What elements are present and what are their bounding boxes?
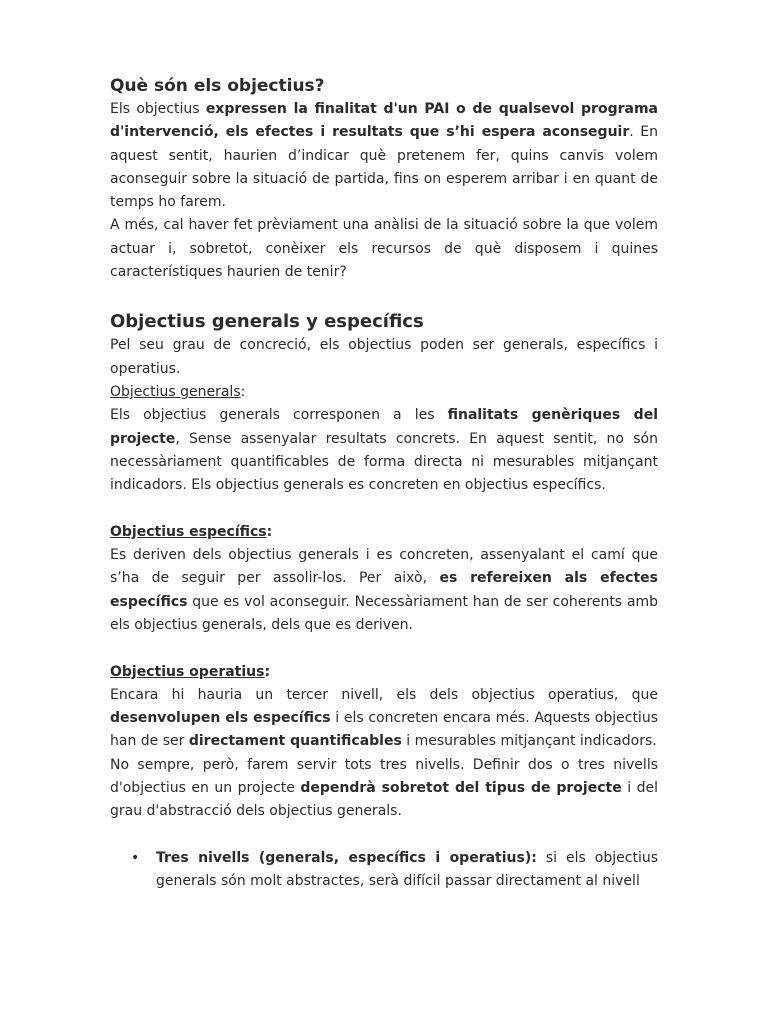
paragraph-definition bbox=[110, 98, 658, 214]
paragraph-nivells bbox=[110, 754, 658, 824]
text-run: si els objectius generals són molt abstractes, serà difícil passar directament al nivell bbox=[156, 849, 658, 890]
paragraph-operatius bbox=[110, 684, 658, 754]
text-run: Es deriven dels objectius generals i es concreten, assenyalant el camí que s’ha de seguir per assolir-los. Per això, bbox=[110, 547, 658, 587]
bullet-list bbox=[110, 847, 658, 894]
subheading-generals-label: Objectius generals bbox=[110, 383, 241, 400]
bold-run: finalitats genèriques del projecte bbox=[110, 407, 658, 447]
bold-run: dependrà sobretot del tipus de projecte bbox=[300, 780, 622, 797]
text-run: . En aquest sentit, haurien d’indicar què pretenem fer, quins canvis volem aconseguir sobre la situació de partida, fins on esperem arribar i en quant de temps ho farem. bbox=[110, 124, 658, 211]
paragraph-analysis: A més, cal haver fet prèviament una anàlisi de la situació sobre la que volem actuar i, sobretot, conèixer els recursos de què disposem i quines característiques haurien de tenir? bbox=[110, 217, 658, 281]
spacer bbox=[110, 637, 658, 660]
list-item bbox=[110, 847, 658, 894]
bullet-icon: • bbox=[131, 849, 140, 866]
subheading-operatius-label: Objectius operatius bbox=[110, 663, 265, 680]
paragraph-generals bbox=[110, 404, 658, 497]
text-run: No sempre, però, farem servir tots tres nivells. Definir dos o tres nivells d'objectius en un projecte bbox=[110, 756, 658, 797]
document-page bbox=[110, 72, 658, 894]
paragraph-especifics bbox=[110, 544, 658, 637]
section-title-objectius: Què són els objectius? bbox=[110, 76, 325, 96]
bold-run: expressen la finalitat d'un PAI o de qualsevol programa d'intervenció, els efectes i resultats que s’hi espera aconseguir bbox=[110, 101, 658, 141]
bold-run: directament quantificables bbox=[188, 733, 402, 750]
text-run: Els objectius bbox=[110, 101, 206, 117]
subheading-operatius bbox=[110, 661, 658, 684]
text-run: que es vol aconseguir. Necessàriament han de ser coherents amb els objectius generals, dels que es deriven. bbox=[110, 593, 658, 633]
text-run: , Sense assenyalar resultats concrets. En aquest sentit, no són necessàriament quantificables de forma directa ni mesurables mitjançant indicadors. Els objectius generals es concreten en objectius específics. bbox=[110, 430, 658, 494]
spacer bbox=[110, 824, 658, 847]
text-run: i mesurables mitjançant indicadors. bbox=[401, 733, 657, 750]
section-title-generals-especifics: Objectius generals y específics bbox=[110, 311, 424, 333]
text-run: Encara hi hauria un tercer nivell, els dels objectius operatius, que bbox=[110, 686, 658, 703]
spacer bbox=[110, 497, 658, 520]
text-run: i els concreten encara més. Aquests objectius han de ser bbox=[110, 710, 658, 750]
subheading-especifics bbox=[110, 521, 658, 544]
colon: : bbox=[264, 663, 271, 680]
text-run: i del grau d'abstracció dels objectius generals. bbox=[110, 780, 658, 820]
bold-run: Tres nivells (generals, específics i operatius): bbox=[156, 849, 537, 866]
colon: : bbox=[266, 523, 273, 540]
bold-run: es refereixen als efectes específics bbox=[110, 570, 658, 610]
subheading-generals bbox=[110, 381, 658, 404]
colon: : bbox=[240, 383, 246, 400]
paragraph-intro: Pel seu grau de concreció, els objectius poden ser generals, específics i operatius. bbox=[110, 337, 658, 377]
bold-run: desenvolupen els específics bbox=[110, 710, 331, 727]
text-run: Els objectius generals corresponen a les bbox=[110, 407, 448, 424]
subheading-especifics-label: Objectius específics bbox=[110, 523, 267, 540]
